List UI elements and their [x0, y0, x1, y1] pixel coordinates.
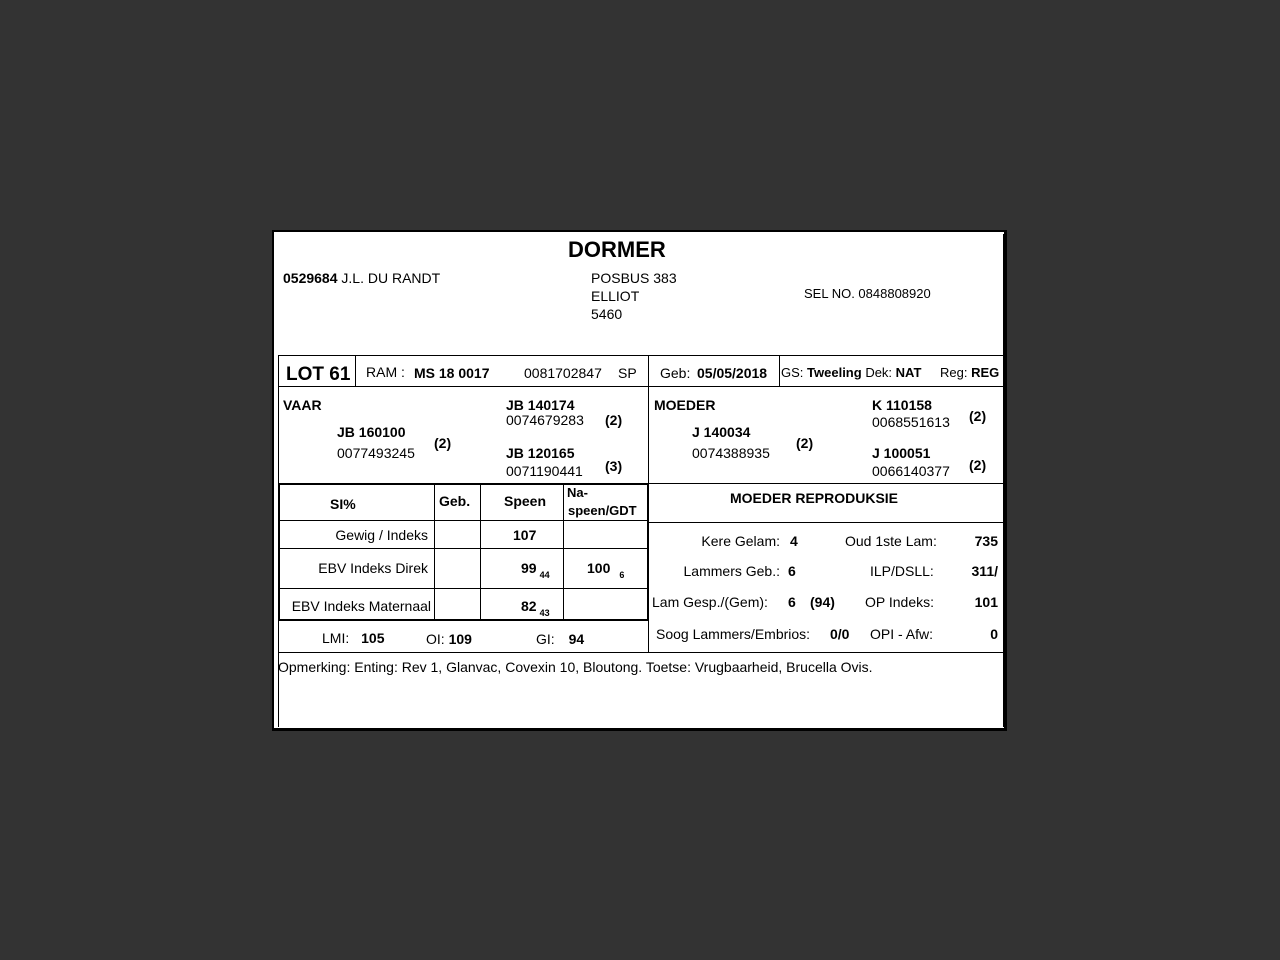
- gi-value: 94: [568, 631, 585, 647]
- dam-count: (2): [796, 435, 814, 451]
- gi-field: [536, 631, 584, 647]
- owner-code: 0529684: [283, 270, 338, 286]
- sire-sire-id: JB 140174: [506, 397, 575, 413]
- sire-sire-number: 0074679283: [506, 412, 584, 428]
- sire-dam-count: (3): [605, 458, 623, 474]
- dam-sire-count: (2): [969, 408, 987, 424]
- oi-value: 109: [448, 631, 472, 647]
- owner-name: J.L. DU RANDT: [341, 270, 441, 286]
- si-row-divider-2: [278, 548, 648, 549]
- row-ebv-direct-naspeen: [587, 560, 625, 580]
- birth-label: Geb:: [660, 365, 691, 381]
- row-ebv-maternal-label: EBV Indeks Maternaal: [291, 598, 431, 614]
- owner-line: [283, 270, 440, 286]
- oi-label: OI:: [426, 631, 445, 647]
- si-table-top: [278, 483, 649, 485]
- divider-geb: [779, 355, 780, 386]
- lammers-label: Lammers Geb.:: [683, 563, 780, 579]
- ilp-label: ILP/DSLL:: [870, 563, 934, 579]
- row-ebv-direct-naspeen-sub: 6: [619, 570, 625, 580]
- repro-top: [648, 483, 1003, 484]
- row-ebv-direct-speen: [521, 560, 550, 580]
- oud-label: Oud 1ste Lam:: [845, 533, 937, 549]
- lmi-value: 105: [361, 630, 385, 646]
- gi-label: GI:: [536, 631, 555, 647]
- remarks-top: [278, 652, 1003, 653]
- sire-heading: VAAR: [283, 397, 322, 413]
- ram-sp: SP: [618, 365, 637, 381]
- lamgesp-label: Lam Gesp./(Gem):: [652, 594, 768, 610]
- dek-label: Dek:: [865, 365, 893, 380]
- gs-field: [781, 365, 921, 380]
- si-col-divider-1: [434, 484, 435, 620]
- breed-title: DORMER: [568, 237, 666, 262]
- lamgesp-value: 6: [788, 594, 796, 610]
- si-row-divider-3: [278, 588, 648, 589]
- sire-sire-count: (2): [605, 412, 623, 428]
- row-ebv-direct-label: EBV Indeks Direk: [318, 560, 428, 576]
- sire-number: 0077493245: [337, 445, 415, 461]
- reg-field: [940, 365, 999, 380]
- geb-col-header: Geb.: [439, 493, 471, 509]
- row-weight-speen: 107: [513, 527, 537, 543]
- lmi-label: LMI:: [322, 630, 350, 646]
- op-label: OP Indeks:: [865, 594, 935, 610]
- soog-label: Soog Lammers/Embrios:: [656, 626, 811, 642]
- reproduction-title: MOEDER REPRODUKSIE: [730, 490, 899, 506]
- si-col-divider-3: [563, 484, 564, 620]
- si-row-divider-1: [278, 520, 648, 521]
- soog-value: 0/0: [830, 626, 850, 642]
- row-ebv-maternal-speen-value: 82: [521, 598, 537, 614]
- kere-label: Kere Gelam:: [701, 533, 780, 549]
- dek-value: NAT: [895, 365, 922, 380]
- naspeen-col-header-1: Na-: [567, 485, 588, 500]
- address-line-2: ELLIOT: [591, 288, 640, 304]
- ilp-value: 311/: [971, 563, 998, 579]
- speen-col-header: Speen: [504, 493, 547, 509]
- sel-number: SEL NO. 0848808920: [804, 286, 931, 301]
- row-ebv-maternal-speen: [521, 598, 550, 618]
- si-table-bottom: [278, 619, 649, 621]
- oi-field: [426, 631, 472, 647]
- oud-value: 735: [974, 533, 998, 549]
- dam-dam-count: (2): [969, 457, 987, 473]
- lmi-field: [322, 630, 384, 646]
- lammers-value: 6: [788, 563, 796, 579]
- sire-count: (2): [434, 435, 452, 451]
- sire-dam-id: JB 120165: [506, 445, 575, 461]
- reg-value: REG: [971, 365, 1000, 380]
- gs-label: GS:: [781, 365, 804, 380]
- dam-dam-number: 0066140377: [872, 463, 950, 479]
- divider-lot-top: [278, 355, 1003, 356]
- kere-value: 4: [790, 533, 798, 549]
- remarks-text: Opmerking: Enting: Rev 1, Glanvac, Covexin 10, Bloutong. Toetse: Vrugbaarheid, Brucella Ovis.: [278, 659, 873, 675]
- ram-number: 0081702847: [524, 365, 602, 381]
- ram-label: RAM :: [366, 364, 405, 380]
- birth-date: 05/05/2018: [697, 365, 768, 381]
- sire-id: JB 160100: [337, 424, 406, 440]
- dam-id: J 140034: [692, 424, 751, 440]
- row-ebv-direct-naspeen-value: 100: [587, 560, 611, 576]
- dam-number: 0074388935: [692, 445, 770, 461]
- reg-label: Reg:: [940, 365, 968, 380]
- opi-label: OPI - Afw:: [870, 626, 934, 642]
- gs-value: Tweeling: [807, 365, 862, 380]
- repro-title-divider: [648, 522, 1003, 523]
- dam-dam-id: J 100051: [872, 445, 931, 461]
- dam-sire-number: 0068551613: [872, 414, 950, 430]
- opi-value: 0: [990, 626, 998, 642]
- row-ebv-direct-speen-value: 99: [521, 560, 537, 576]
- lamgesp-gem: (94): [810, 594, 835, 610]
- dam-sire-id: K 110158: [872, 397, 932, 413]
- si-col-divider-2: [480, 484, 481, 620]
- row-ebv-maternal-speen-sub: 43: [539, 608, 550, 618]
- naspeen-col-header-2: speen/GDT: [568, 503, 637, 518]
- address-line-3: 5460: [591, 306, 623, 322]
- sire-dam-number: 0071190441: [506, 463, 583, 479]
- op-value: 101: [974, 594, 998, 610]
- lot-card: [272, 230, 1007, 731]
- lot-number: LOT 61: [286, 364, 351, 385]
- row-weight-label: Gewig / Indeks: [335, 527, 428, 543]
- divider-lot-bottom: [278, 386, 1003, 387]
- address-line-1: POSBUS 383: [591, 270, 677, 286]
- si-col-header: SI%: [330, 496, 356, 512]
- card-inner: [278, 234, 1004, 727]
- ram-id: MS 18 0017: [414, 365, 490, 381]
- divider-mid-upper: [648, 355, 649, 483]
- divider-lot: [355, 355, 356, 386]
- row-ebv-direct-speen-sub: 44: [539, 570, 550, 580]
- dam-heading: MOEDER: [654, 397, 716, 413]
